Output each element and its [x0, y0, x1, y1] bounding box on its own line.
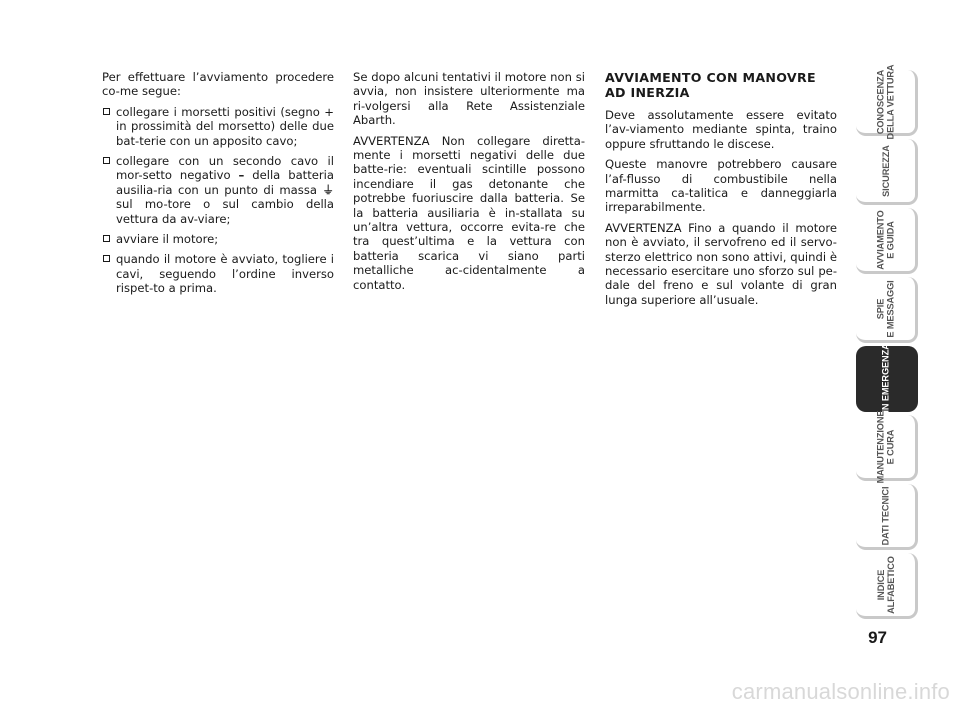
tab-avviamento-e-guida[interactable]: [856, 208, 918, 274]
tab-label: E CURA: [885, 429, 896, 464]
list-item: [102, 232, 334, 246]
tab-label: DATI TECNICI: [880, 486, 891, 545]
checkbox-bullet-icon: [103, 255, 110, 262]
warning-paragraph: AVVERTENZA Fino a quando il motore non è avviato, il servofreno ed il servo-sterzo elettrico non sono attivi, quindi è necessario esercitare uno sforzo sul pe-dale del freno e sul volante di gran lunga superiore all’usuale.: [605, 220, 837, 307]
step-text: quando il motore è avviato, togliere i cavi, seguendo l’ordine inverso rispet-to a prima.: [116, 252, 334, 296]
tab-label: ALFABETICO: [885, 555, 896, 614]
tab-label: INDICE: [875, 569, 886, 600]
paragraph: Se dopo alcuni tentativi il motore non si avvia, non insistere ulteriormente ma ri-volgersi alla Rete Assistenziale Abarth.: [353, 70, 585, 128]
tab-indice-alfabetico[interactable]: [856, 553, 918, 619]
tab-manutenzione-e-cura[interactable]: [856, 410, 918, 483]
page-number: 97: [868, 628, 887, 647]
tab-label: MANUTENZIONE: [875, 410, 886, 483]
step-text-start: collegare con un secondo cavo il mor-setto negativo: [116, 154, 334, 183]
checkbox-bullet-icon: [103, 108, 110, 115]
warning-paragraph: AVVERTENZA Non collegare diretta-mente i morsetti negativi delle due batte-rie: eventuali scintille possono incendiare il gas detonante che potrebbe fuoriuscire dalla batteria. Se la batteria ausiliaria è in-stallata su un’altra vettura, occorre evita-re che tra quest’ultima e la vettura con batteria scarica vi siano parti metalliche ac-cidentalmente a contatto.: [353, 133, 585, 292]
watermark: carmanualsonline.info: [731, 679, 950, 704]
tab-label: E MESSAGGI: [885, 279, 896, 338]
list-item: [102, 154, 334, 226]
tab-sicurezza[interactable]: [856, 139, 918, 205]
tab-label: SICUREZZA: [880, 144, 891, 197]
checkbox-bullet-icon: [103, 235, 110, 242]
step-text-end: sul mo-tore o sul cambio della vettura da av-viare;: [116, 197, 334, 226]
tab-label: DELLA VETTURA: [885, 64, 896, 139]
column-1: [102, 70, 334, 302]
step-text: collegare i morsetti positivi (segno + in prossimità del morsetto) delle due bat-terie con un apposito cavo;: [116, 104, 334, 148]
tab-dati-tecnici[interactable]: [856, 484, 918, 550]
paragraph: Queste manovre potrebbero causare l’af-flusso di combustibile nella marmitta ca-talitica e danneggiarla irreparabilmente.: [605, 157, 837, 215]
step-text: [116, 154, 334, 226]
ground-icon: ⏚: [322, 182, 334, 197]
list-item: [102, 252, 334, 295]
step-text-mid: della batteria ausilia-ria con un punto di massa: [116, 168, 334, 197]
tab-in-emergenza[interactable]: [856, 342, 918, 413]
step-text: avviare il motore;: [116, 232, 219, 247]
paragraph: Deve assolutamente essere evitato l’av-viamento mediante spinta, traino oppure sfruttando le discese.: [605, 108, 837, 151]
intro-paragraph: Per effettuare l’avviamento procedere co-me segue:: [102, 70, 334, 99]
checkbox-bullet-icon: [103, 157, 110, 164]
tab-label: IN EMERGENZA: [880, 342, 891, 413]
tab-spie-e-messaggi[interactable]: [856, 277, 918, 343]
section-heading: AVVIAMENTO CON MANOVRE AD INERZIA: [605, 70, 816, 100]
tab-label: E GUIDA: [885, 220, 896, 259]
minus-sign: –: [238, 168, 245, 183]
tab-label: AVVIAMENTO: [875, 209, 886, 270]
list-item: [102, 105, 334, 148]
column-3: [605, 70, 837, 313]
column-2: [353, 70, 585, 298]
tab-label: SPIE: [875, 298, 886, 319]
tab-label: CONOSCENZA: [875, 69, 886, 134]
tab-conoscenza-della-vettura[interactable]: [856, 64, 918, 139]
